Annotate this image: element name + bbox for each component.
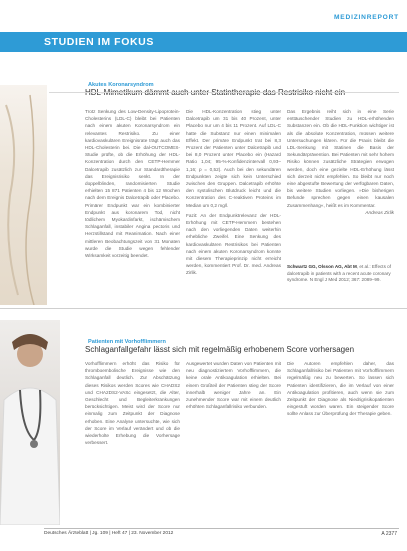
article1-author: Andreas Zirlik: [365, 209, 394, 215]
section-tag: MEDIZINREPORT: [334, 14, 399, 21]
doctor-photo: [0, 320, 60, 525]
article1-column-2: Die HDL-Konzentration stieg unter Dalcetrapib um 31 bis 40 Prozent, unter Placebo nur um 4 bis 11 Prozent. Auf LDL-C hatte die Substanz nur einen minimalen Effekt. Der primäre Endpunkt trat bei 8,3 Prozent der Patienten unter Dalcetrapib und bei 8,0 Prozent unter Placebo ein (Hazard Ratio 1,04; 95-%-Konfidenzintervall 0,93–1,16; p = 0,52). Auch bei den sekundären Endpunkten zeigte sich kein Unterschied zwischen den Gruppen. Dalcetrapib erhöhte den systolischen Blutdruck leicht und die Konzentration des C-reaktiven Proteins im Median um 0,2 mg/l. Fazit: An der Endpunktrelevanz der HDL-Erhöhung mit CETP-Hemmern bestehen nach den vorliegenden Daten weiterhin erhebliche Zweifel. Eine Senkung des kardiovaskulären Restrisikos bei Patienten nach einem akuten Koronarsyndrom konnte mit diesem Therapieprinzip nicht erreicht werden, kommentiert Prof. Dr. med. Andreas Zirlik.: [186, 109, 281, 276]
headline-divider: [49, 92, 399, 93]
doctor-icon: [0, 320, 60, 525]
article1-column-1: Trotz Senkung des Low-Density-Lipoprotein-Cholesterins (LDL-C) bleibt bei Patienten nach einem akuten Koronarsyndrom ein relevantes Restrisiko. Zu einer kardiovaskulären Ereignisrate trägt auch das HDL-Cholesterin bei. Die dal-OUTCOMES-Studie prüfte, ob die Erhöhung der HDL-Konzentration durch den CETP-Hemmer Dalcetrapib zusätzlich zur Standardtherapie das Ereignisrisiko senkt. In der doppelblinden, randomisierten Studie erhielten 15 871 Patienten 4 bis 12 Wochen nach dem Ereignis Dalcetrapib oder Placebo. Primärer Endpunkt war ein kombinierter Endpunkt aus koronarem Tod, nicht tödlichem Myokardinfarkt, ischämischem Schlaganfall, instabiler Angina pectoris und Herzstillstand mit Reanimation. Nach einer mittleren Beobachtungszeit von 31 Monaten wurde die Studie wegen fehlender Wirksamkeit vorzeitig beendet.: [85, 109, 180, 259]
page-number: A 2377: [381, 531, 397, 537]
article1-fazit: Fazit: An der Endpunktrelevanz der HDL-Erhöhung mit CETP-Hemmern bestehen nach den vorliegenden Daten weiterhin erhebliche Zweifel. Eine Senkung des kardiovaskulären Restrisikos bei Patienten nach einem akuten Koronarsyndrom konnte mit diesem Therapieprinzip nicht erreicht werden, kommentiert Prof. Dr. med. Andreas Zirlik.: [186, 212, 281, 276]
journal-footer: Deutsches Ärzteblatt | Jg. 109 | Heft 47 | 23. November 2012: [44, 531, 174, 536]
article1-reference: Schwartz GG, Olsson AG, Abt M, et al.: Effects of dalcetrapib in patients with a recent acute coronary syndrome. N Engl J Med 2012; 367: 2089–99.: [287, 264, 391, 283]
artwork-icon: [0, 85, 47, 305]
article-separator: [0, 308, 407, 309]
article2-column-2: Ausgewertet wurden Daten von Patienten mit neu diagnostiziertem Vorhofflimmern, die keine orale Antikoagulation erhielten. Bei einem Großteil der Patienten stieg der Score innerhalb weniger Jahre an. Ein zunehmender Score war mit einem deutlich erhöhten Schlaganfallrisiko verbunden.: [186, 361, 281, 410]
article2-column-1: Vorhofflimmern erhöht das Risiko für thromboembolische Ereignisse wie den Schlaganfall deutlich. Zur Abschätzung dieses Risikos werden Scores wie CHADS2 und CHA2DS2-VASc eingesetzt, die Alter, Geschlecht und Begleiterkrankungen berücksichtigen. Meist wird der Score nur einmalig zum Zeitpunkt der Diagnose erhoben. Eine Analyse untersuchte, wie sich der Score im Verlauf verändert und ob die wiederholte Erhebung die Vorhersage verbessert.: [85, 361, 180, 446]
article2-headline: Schlaganfallgefahr lässt sich mit regelmäßig erhobenem Score vorhersagen: [85, 345, 355, 354]
reference-authors: Schwartz GG, Olsson AG, Abt M: [287, 264, 357, 269]
article2-column-3: Die Autoren empfehlen daher, das Schlaganfallrisiko bei Patienten mit Vorhofflimmern regelmäßig neu zu bewerten. So lassen sich Patienten identifizieren, die im Verlauf von einer Antikoagulation profitieren, auch wenn sie zum Zeitpunkt der Diagnose als Niedrigrisikopatienten eingestuft worden waren. Ein steigender Score sollte Anlass zur Überprüfung der Therapie geben.: [287, 361, 394, 417]
article1-kicker: Akutes Koronarsyndrom: [88, 82, 154, 88]
article-image: [0, 85, 47, 305]
ribbon-title: STUDIEN IM FOKUS: [44, 36, 154, 48]
article1-column-3: Das Ergebnis reiht sich in eine Serie enttäuschender Studien zu HDL-erhöhenden Substanzen ein. Ob die HDL-Funktion wichtiger ist als die absolute Konzentration, müssen weitere Untersuchungen klären. Für die Praxis bleibt die LDL-Senkung mit Statinen die Basis der Sekundärprävention. Bei Patienten mit sehr hohem Risiko können zusätzliche Strategien erwogen werden, doch eine gezielte HDL-Erhöhung lässt sich derzeit nicht empfehlen. So bleibt nur noch eine abgestufte Bewertung der verfügbaren Daten, bis weitere Studien vorliegen. »Die bisherigen Befunde sprechen gegen einen kausalen Zusammenhang«, heißt es im Kommentar. Andreas Zirlik: [287, 109, 394, 215]
footer-rule: [44, 528, 399, 529]
article2-kicker: Patienten mit Vorhofflimmern: [88, 339, 166, 345]
